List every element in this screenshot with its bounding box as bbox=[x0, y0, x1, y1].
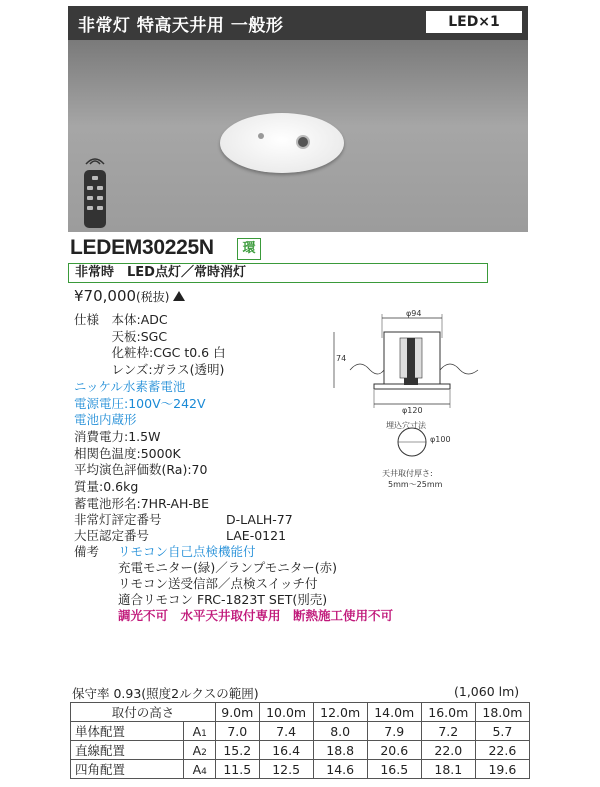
height-col: 14.0m bbox=[367, 703, 421, 722]
spec-line: ニッケル水素蓄電池 bbox=[74, 378, 186, 394]
spec-line: 相関色温度:5000K bbox=[74, 445, 181, 461]
height-col: 16.0m bbox=[421, 703, 475, 722]
ceiling-range: 5mm～25mm bbox=[388, 480, 443, 489]
ceiling-title: 天井取付厚さ: bbox=[382, 469, 433, 478]
row-code-sub: 4 bbox=[201, 766, 207, 777]
table-row bbox=[71, 741, 530, 760]
warning-text: 調光不可 水平天井取付専用 断熱施工使用不可 bbox=[118, 608, 394, 623]
table-cell: 15.2 bbox=[216, 741, 260, 760]
cert-value: D-LALH-77 bbox=[226, 512, 293, 527]
price-value: ¥70,000 bbox=[74, 287, 137, 305]
cert-row bbox=[74, 528, 286, 544]
category-title: 非常灯 特高天井用 一般形 bbox=[78, 16, 284, 36]
spec-line: 仕様 本体:ADC bbox=[74, 312, 168, 327]
spec-line: 天板:SGC bbox=[74, 328, 168, 344]
remark-line: 適合リモコン FRC-1823T SET(別売) bbox=[118, 592, 328, 607]
spec-line: 質量:0.6kg bbox=[74, 479, 139, 494]
row-code bbox=[184, 741, 216, 760]
row-code bbox=[184, 760, 216, 779]
table-cell: 18.8 bbox=[313, 741, 367, 760]
tax-note: (税抜) bbox=[136, 290, 170, 304]
maintenance-factor: 保守率 0.93(照度2ルクスの範囲) bbox=[72, 686, 259, 701]
bottom-width-label: φ120 bbox=[402, 406, 423, 415]
dimension-drawing bbox=[330, 308, 490, 508]
lumen-value: (1,060 lm) bbox=[454, 684, 520, 699]
model-number: LEDEM30225N bbox=[70, 236, 214, 259]
cert-value: LAE-0121 bbox=[226, 528, 287, 543]
spec-line: 消費電力:1.5W bbox=[74, 428, 161, 444]
remote-control-icon bbox=[84, 170, 106, 228]
spacing-table bbox=[70, 702, 530, 779]
lens-icon bbox=[296, 135, 310, 149]
remark-line: リモコン送受信部／点検スイッチ付 bbox=[118, 576, 318, 591]
table-cell: 22.0 bbox=[421, 741, 475, 760]
table-cell: 20.6 bbox=[367, 741, 421, 760]
table-cell: 12.5 bbox=[259, 760, 313, 779]
triangle-icon bbox=[173, 291, 185, 301]
height-col: 10.0m bbox=[259, 703, 313, 722]
spec-line: 電池内蔵形 bbox=[74, 412, 137, 428]
row-code-letter: A bbox=[192, 723, 202, 739]
height-col: 18.0m bbox=[475, 703, 529, 722]
height-label: 74 bbox=[336, 354, 347, 363]
sensor-dot bbox=[258, 133, 264, 139]
price bbox=[74, 287, 185, 305]
row-label: 直線配置 bbox=[71, 741, 184, 760]
height-col: 12.0m bbox=[313, 703, 367, 722]
table-cell: 22.6 bbox=[475, 741, 529, 760]
row-code-letter: A bbox=[192, 761, 202, 777]
table-cell: 7.9 bbox=[367, 722, 421, 741]
remark-line: リモコン自己点検機能付 bbox=[118, 544, 256, 559]
table-cell: 16.5 bbox=[367, 760, 421, 779]
cutout-title: 埋込穴寸法 bbox=[386, 421, 426, 430]
table-row bbox=[71, 760, 530, 779]
signal-wave-icon bbox=[80, 152, 110, 166]
product-photo bbox=[68, 40, 528, 232]
table-cell: 8.0 bbox=[313, 722, 367, 741]
row-code-letter: A bbox=[192, 742, 202, 758]
eco-mark: 環 bbox=[237, 238, 261, 260]
cert-row bbox=[74, 512, 293, 528]
led-count-badge: LED×1 bbox=[426, 11, 522, 33]
cutout-label: φ100 bbox=[430, 435, 451, 444]
spec-line: 化粧枠:CGC t0.6 白 bbox=[74, 345, 226, 361]
spec-line: レンズ:ガラス(透明) bbox=[74, 362, 225, 378]
table-cell: 7.0 bbox=[216, 722, 260, 741]
row-label: 単体配置 bbox=[71, 722, 184, 741]
table-cell: 14.6 bbox=[313, 760, 367, 779]
header-bar bbox=[68, 6, 528, 40]
cert-label: 大臣認定番号 bbox=[74, 528, 150, 543]
row-code-sub: 1 bbox=[201, 728, 207, 739]
row-label: 四角配置 bbox=[71, 760, 184, 779]
spec-line: 蓄電池形名:7HR-AH-BE bbox=[74, 495, 209, 511]
row-code bbox=[184, 722, 216, 741]
table-cell: 7.4 bbox=[259, 722, 313, 741]
table-cell: 18.1 bbox=[421, 760, 475, 779]
table-cell: 5.7 bbox=[475, 722, 529, 741]
header-label: 取付の高さ bbox=[71, 703, 216, 722]
spec-line: 平均演色評価数(Ra):70 bbox=[74, 462, 208, 478]
table-row bbox=[71, 722, 530, 741]
cert-label: 非常灯評定番号 bbox=[74, 512, 162, 527]
light-fixture-image bbox=[220, 113, 344, 173]
table-header-row bbox=[71, 703, 530, 722]
table-cell: 7.2 bbox=[421, 722, 475, 741]
remarks-label: 備考 bbox=[74, 544, 100, 559]
spec-line: 電源電圧:100V～242V bbox=[74, 395, 206, 411]
table-cell: 11.5 bbox=[216, 760, 260, 779]
table-cell: 16.4 bbox=[259, 741, 313, 760]
table-cell: 19.6 bbox=[475, 760, 529, 779]
lighting-mode: 非常時 LED点灯／常時消灯 bbox=[68, 263, 488, 283]
height-col: 9.0m bbox=[216, 703, 260, 722]
row-code-sub: 2 bbox=[201, 747, 207, 758]
remark-line: 充電モニター(緑)／ランプモニター(赤) bbox=[118, 560, 338, 575]
top-width-label: φ94 bbox=[406, 309, 422, 318]
